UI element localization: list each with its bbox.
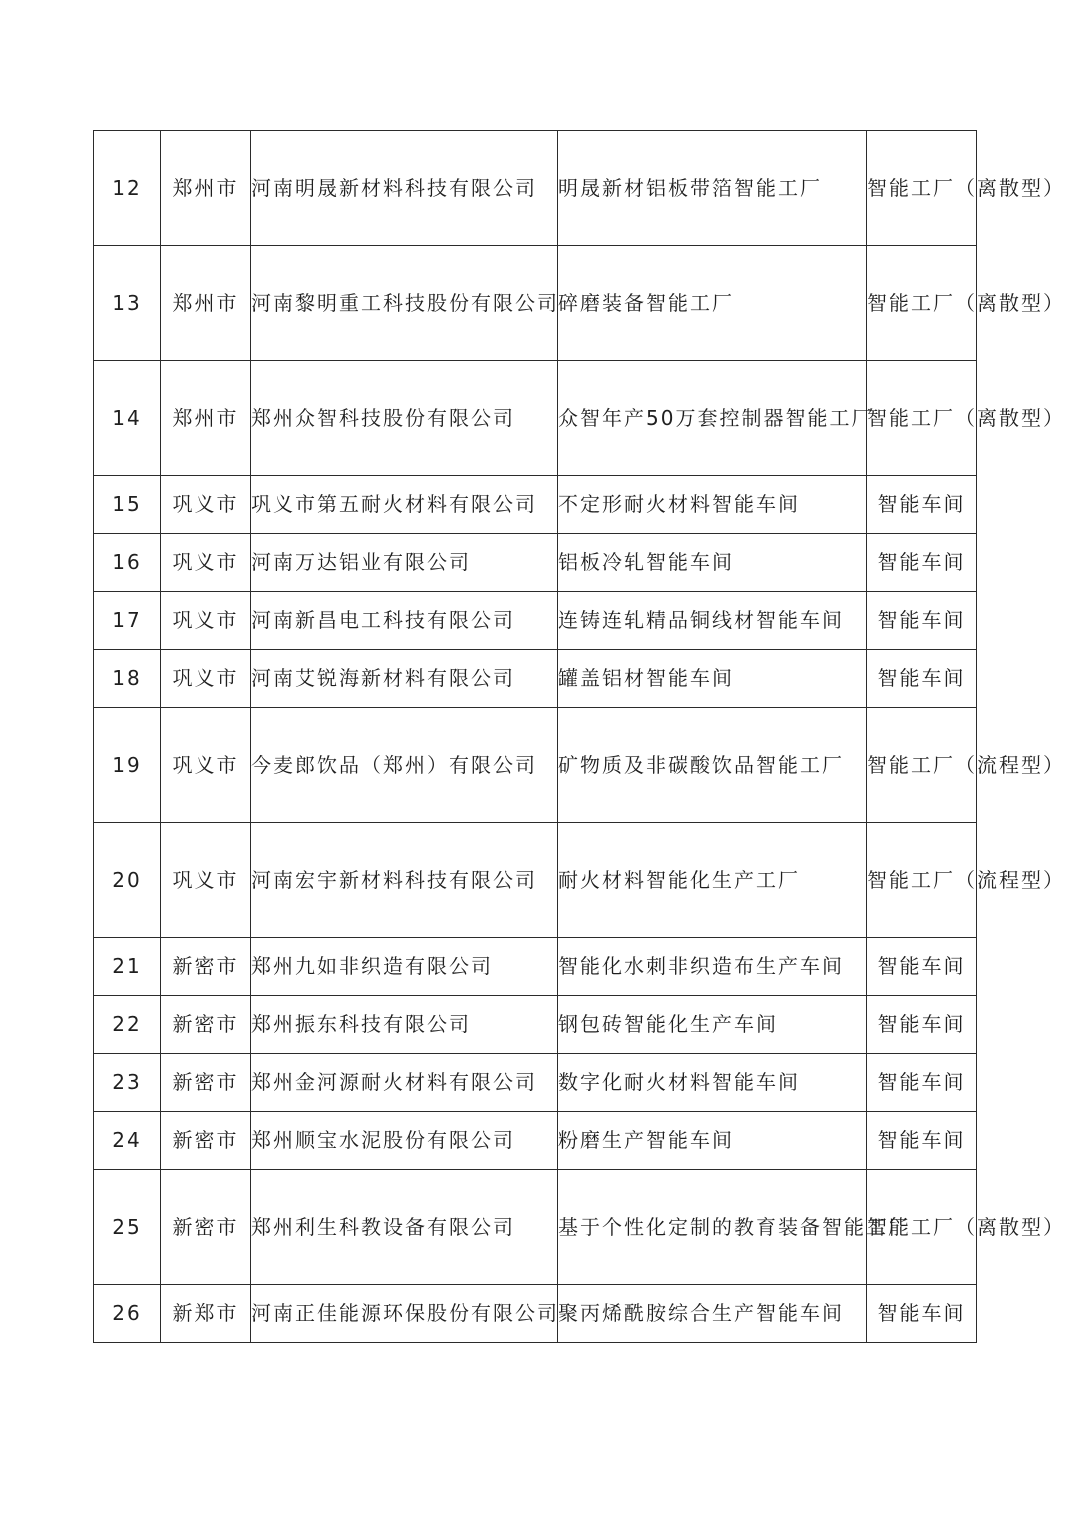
project-cell: 铝板冷轧智能车间 [558,534,867,592]
company-cell: 郑州顺宝水泥股份有限公司 [251,1112,558,1170]
type-cell: 智能车间 [867,938,977,996]
city-cell: 新密市 [161,1112,251,1170]
table-row [94,996,977,1054]
project-cell: 明晟新材铝板带箔智能工厂 [558,131,867,246]
type-cell: 智能车间 [867,996,977,1054]
row-number: 23 [94,1054,161,1112]
company-cell: 郑州九如非织造有限公司 [251,938,558,996]
city-cell: 新密市 [161,996,251,1054]
company-cell: 河南宏宇新材料科技有限公司 [251,823,558,938]
city-cell: 新密市 [161,1054,251,1112]
project-cell: 碎磨装备智能工厂 [558,246,867,361]
city-cell: 巩义市 [161,592,251,650]
project-cell: 粉磨生产智能车间 [558,1112,867,1170]
project-cell: 众智年产50万套控制器智能工厂 [558,361,867,476]
city-cell: 巩义市 [161,534,251,592]
city-cell: 郑州市 [161,131,251,246]
city-cell: 巩义市 [161,708,251,823]
table-row [94,1170,977,1285]
row-number: 15 [94,476,161,534]
table-row [94,476,977,534]
row-number: 18 [94,650,161,708]
table-row [94,361,977,476]
project-cell: 智能化水刺非织造布生产车间 [558,938,867,996]
row-number: 20 [94,823,161,938]
row-number: 26 [94,1285,161,1343]
company-cell: 河南明晟新材料科技有限公司 [251,131,558,246]
row-number: 21 [94,938,161,996]
table-row [94,650,977,708]
type-cell: 智能车间 [867,1285,977,1343]
project-cell: 耐火材料智能化生产工厂 [558,823,867,938]
type-cell: 智能工厂（离散型） [867,246,977,361]
row-number: 19 [94,708,161,823]
city-cell: 巩义市 [161,650,251,708]
city-cell: 新密市 [161,1170,251,1285]
table-row [94,592,977,650]
project-cell: 聚丙烯酰胺综合生产智能车间 [558,1285,867,1343]
company-cell: 巩义市第五耐火材料有限公司 [251,476,558,534]
table-row [94,938,977,996]
type-cell: 智能车间 [867,1112,977,1170]
type-cell: 智能工厂（离散型） [867,361,977,476]
row-number: 16 [94,534,161,592]
company-cell: 郑州振东科技有限公司 [251,996,558,1054]
project-cell: 连铸连轧精品铜线材智能车间 [558,592,867,650]
row-number: 14 [94,361,161,476]
project-cell: 罐盖铝材智能车间 [558,650,867,708]
row-number: 22 [94,996,161,1054]
company-cell: 河南黎明重工科技股份有限公司 [251,246,558,361]
project-list-table [93,130,1065,1343]
row-number: 13 [94,246,161,361]
table-row [94,1285,977,1343]
project-cell: 矿物质及非碳酸饮品智能工厂 [558,708,867,823]
type-cell: 智能车间 [867,534,977,592]
city-cell: 新郑市 [161,1285,251,1343]
city-cell: 新密市 [161,938,251,996]
table-row [94,1054,977,1112]
type-cell: 智能车间 [867,592,977,650]
row-number: 17 [94,592,161,650]
company-cell: 郑州利生科教设备有限公司 [251,1170,558,1285]
type-cell: 智能工厂（离散型） [867,131,977,246]
row-number: 24 [94,1112,161,1170]
type-cell: 智能工厂（流程型） [867,708,977,823]
table-row [94,534,977,592]
table-row [94,246,977,361]
table-row [94,1112,977,1170]
type-cell: 智能工厂（离散型） [867,1170,977,1285]
type-cell: 智能车间 [867,1054,977,1112]
company-cell: 河南正佳能源环保股份有限公司 [251,1285,558,1343]
type-cell: 智能工厂（流程型） [867,823,977,938]
company-cell: 今麦郎饮品（郑州）有限公司 [251,708,558,823]
type-cell: 智能车间 [867,650,977,708]
city-cell: 巩义市 [161,823,251,938]
row-number: 12 [94,131,161,246]
table-row [94,131,977,246]
type-cell: 智能车间 [867,476,977,534]
project-cell: 数字化耐火材料智能车间 [558,1054,867,1112]
project-cell: 基于个性化定制的教育装备智能工厂 [558,1170,867,1285]
table-row [94,823,977,938]
project-cell: 钢包砖智能化生产车间 [558,996,867,1054]
company-cell: 河南万达铝业有限公司 [251,534,558,592]
project-cell: 不定形耐火材料智能车间 [558,476,867,534]
table-body [94,131,1065,1343]
row-number: 25 [94,1170,161,1285]
city-cell: 巩义市 [161,476,251,534]
company-cell: 河南新昌电工科技有限公司 [251,592,558,650]
city-cell: 郑州市 [161,361,251,476]
company-cell: 郑州金河源耐火材料有限公司 [251,1054,558,1112]
company-cell: 河南艾锐海新材料有限公司 [251,650,558,708]
table-row [94,708,977,823]
city-cell: 郑州市 [161,246,251,361]
company-cell: 郑州众智科技股份有限公司 [251,361,558,476]
